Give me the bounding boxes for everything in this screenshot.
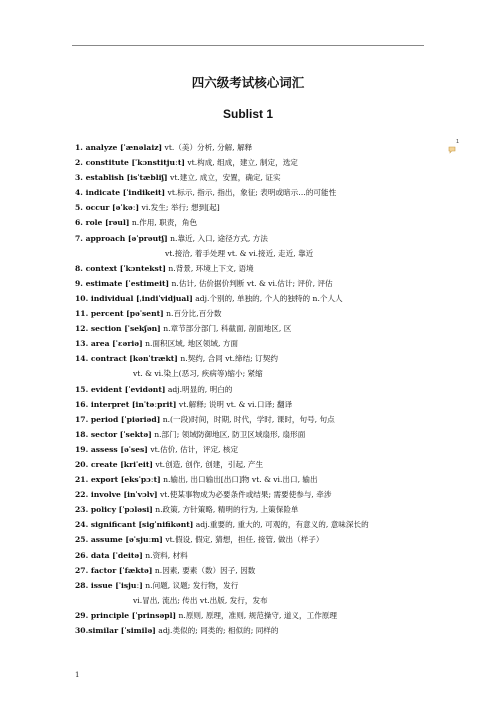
headword: 27. factor [ˈfæktə] (75, 565, 153, 575)
headword: 24. significant [sigˈnifikənt] (75, 520, 194, 530)
vocab-entry (75, 351, 455, 366)
sublist-heading: Sublist 1 (222, 107, 273, 121)
definition: n.靠近, 入口, 途径方式, 方法 (167, 233, 268, 243)
definition: vt.（美）分析, 分解, 解释 (162, 143, 253, 152)
vocab-entry (75, 276, 455, 291)
headword: 21. export [eksˈpɔːt] (75, 475, 161, 485)
vocab-entry (75, 261, 455, 276)
definition: n.面积区域, 地区领域, 方面 (142, 339, 238, 349)
definition: vt.解释; 说明 vt. & vi.口译; 翻译 (176, 399, 293, 409)
definition: n.政策, 方针策略, 精明的行为, 上策保险单 (152, 505, 299, 515)
definition: n.背景, 环境上下文, 语境 (165, 263, 254, 273)
definition: vt.构成, 组成，建立, 制定，选定 (184, 158, 298, 168)
headword: 26. data [ˈdeitə] (75, 550, 143, 560)
vocab-entry (75, 578, 455, 593)
vocab-entry (75, 366, 455, 381)
vocab-entry (75, 487, 455, 502)
definition: vt.创造, 创作, 创建，引起, 产生 (152, 459, 264, 469)
definition: n.(一段)时间，时期, 时代，学时, 课时，句号, 句点 (160, 414, 335, 424)
headword: 5. occur [əˈkəː] (75, 203, 140, 213)
definition: n.作用, 职责，角色 (129, 218, 198, 228)
headword: 19. assess [əˈses] (75, 444, 148, 454)
headword: 4. indicate [ˈindikeit] (75, 188, 166, 198)
vocab-entry (75, 548, 455, 563)
headword: 14. contract [kənˈtrækt] (75, 354, 178, 364)
headword: 13. area [ˈεəriə] (75, 339, 143, 349)
definition: n.资料, 材料 (142, 550, 188, 560)
vocab-entry (75, 517, 455, 532)
vocabulary-list (75, 140, 455, 638)
headword: 2. constitute [ˈkɔnstitjuːt] (75, 158, 185, 168)
definition: adj.重要的, 重大的, 可观的，有意义的, 意味深长的 (193, 520, 369, 530)
vocab-entry (75, 412, 455, 427)
definition: vt. & vi.染上(恶习, 疾病等)缩小; 紧缩 (133, 369, 263, 379)
vocab-entry (75, 563, 455, 578)
page-number: 1 (75, 671, 80, 679)
definition: vi.发生; 举行; 想到[起] (139, 203, 220, 213)
comment-count: 1 (456, 139, 460, 145)
vocab-entry (75, 170, 455, 185)
headword: 22. involve [inˈvɔlv] (75, 490, 158, 500)
vocab-entry (75, 185, 455, 200)
vocab-entry (75, 382, 455, 397)
definition: n.因素, 要素（数）因子, 因数 (152, 565, 256, 575)
definition: n.契约, 合同 vt.缔结; 订契约 (177, 354, 278, 364)
vocab-entry (75, 532, 455, 547)
headword: 11. percent [pəˈsent] (75, 309, 164, 319)
definition: adj.明显的, 明白的 (165, 384, 233, 394)
vocab-entry (75, 397, 455, 412)
definition: vt.标示, 指示, 指出，象征; 表明或暗示…的可能性 (165, 188, 337, 198)
vocab-entry (75, 200, 455, 215)
headword: 6. role [rəul] (75, 218, 130, 228)
vocab-entry (75, 231, 455, 246)
definition: n.问题, 议题; 发行物，发行 (142, 580, 239, 590)
vocab-entry (75, 442, 455, 457)
vocab-entry (75, 306, 455, 321)
definition: vt.接洽, 着手处理 vt. & vi.接近, 走近, 靠近 (165, 248, 314, 258)
headword: 15. evident [ˈevidənt] (75, 384, 166, 394)
vocab-entry (75, 215, 455, 230)
definition: n.章节部分部门, 科截面, 剖面地区, 区 (160, 324, 292, 334)
headword: 12. section [ˈsekʃən] (75, 324, 161, 334)
header-rule (72, 45, 424, 46)
headword: 29. principle [ˈprinsəpl] (75, 610, 177, 620)
vocab-entry (75, 457, 455, 472)
definition: vt.建立, 成立，安置，确定, 证实 (167, 173, 281, 183)
vocab-entry (75, 608, 455, 623)
vocab-entry (75, 593, 455, 608)
definition: adj.个别的, 单独的, 个人的独特的 n.个人人 (192, 293, 343, 303)
vocab-entry (75, 472, 455, 487)
vocab-entry (75, 155, 455, 170)
headword: 16. interpret [inˈtəːprit] (75, 399, 177, 409)
definition: n.估计, 估价据价判断 vt. & vi.估计; 评价, 评估 (169, 278, 333, 288)
vocab-entry (75, 336, 455, 351)
headword: 10. individual [ˌindiˈvidjual] (75, 293, 193, 303)
headword: 20. create [kriˈeit] (75, 459, 153, 469)
headword: 18. sector [ˈsektə] (75, 429, 152, 439)
headword: 23. policy [ˈpɔləsi] (75, 505, 153, 515)
definition: n.部门; 领域防御地区, 防卫区域扇形, 扇形面 (151, 429, 306, 439)
vocab-entry (75, 427, 455, 442)
definition: vt.估价, 估计，评定, 核定 (147, 444, 239, 454)
headword: 7. approach [əˈprəutʃ] (75, 233, 168, 243)
page-title: 四六级考试核心词汇 (191, 75, 305, 90)
vocab-entry (75, 502, 455, 517)
vocab-entry (75, 291, 455, 306)
headword: 1. analyze [ˈænəlaiz] (75, 143, 163, 152)
vocab-entry (75, 321, 455, 336)
headword: 8. context [ˈkɔntekst] (75, 263, 166, 273)
vocab-entry (75, 140, 455, 155)
headword: 30.similar [ˈsimilə] (75, 626, 156, 635)
vocab-entry (75, 246, 455, 261)
definition: adj.类似的; 同类的; 相似的; 同样的 (155, 626, 279, 635)
vocab-entry (75, 623, 455, 638)
headword: 9. estimate [ˈestimeit] (75, 278, 170, 288)
headword: 28. issue [ˈisjuː] (75, 580, 143, 590)
definition: n.输出, 出口输出[出口]物 vt. & vi.出口, 输出 (160, 475, 318, 485)
definition: vt.假设, 假定, 猜想，担任, 接管, 做出（样子） (162, 535, 324, 545)
headword: 17. period [ˈpiəriəd] (75, 414, 161, 424)
definition: vt.使某事物成为必要条件或结果; 需要使参与, 牵涉 (157, 490, 332, 500)
headword: 25. assume [əˈsjuːm] (75, 535, 163, 545)
definition: n.百分比,百分数 (163, 309, 222, 319)
definition: vi.冒出, 流出; 传出 vt.出版, 发行，发布 (133, 595, 268, 605)
definition: n.原则, 原理，准则, 规范操守, 道义，工作原理 (176, 610, 337, 620)
headword: 3. establish [isˈtæbliʃ] (75, 173, 168, 183)
